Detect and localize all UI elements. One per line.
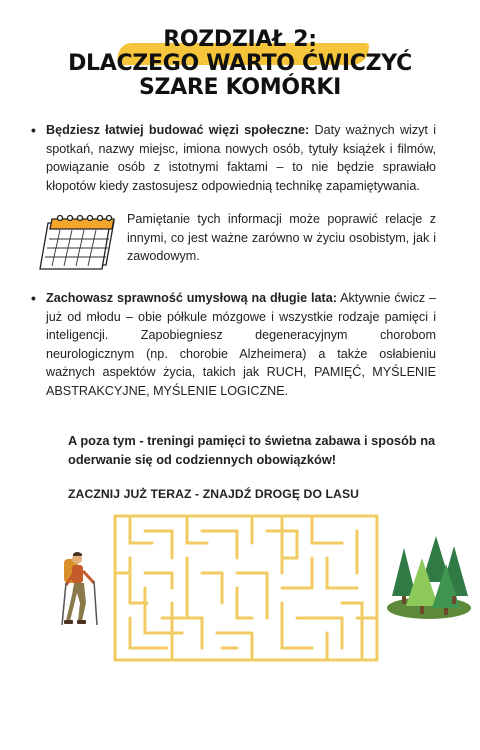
title-line-3: SZARE KOMÓRKI [138,75,342,100]
bullet: • [31,290,36,306]
section-mental-fitness [31,289,436,401]
section-heading: Będziesz łatwiej budować więzi społeczne: [46,123,310,137]
highlight-text: A poza tym - treningi pamięci to świetna zabawa i sposób na oderwanie się od codziennych obowiązków! [68,433,436,467]
hiker-icon [44,545,104,630]
chapter-title [0,28,480,100]
forest-icon [384,530,474,620]
section-body: Daty ważnych wizyt i spotkań, nazwy miejsc, imiona nowych osób, tytuły książek i filmów, powiązanie osób z istotnymi faktami – to nie będzie sprawiało kłopotów kiedy zastosujesz odpowiednią technikę zapamiętywania. [46,123,436,193]
cta-heading: ZACZNIJ JUŻ TERAZ - ZNAJDŹ DROGĘ DO LASU [68,487,360,501]
maze [112,513,380,663]
calendar-icon [38,213,118,275]
bullet: • [31,122,36,138]
title-line-1: ROZDZIAŁ 2: [163,27,317,52]
calendar-note: Pamiętanie tych informacji może poprawić relacje z innymi, co jest ważne zarówno w życiu osobistym, jak i zawodowym. [127,212,436,264]
title-line-2: DLACZEGO WARTO ĆWICZYĆ [68,51,412,76]
section-body: Aktywnie ćwicz – już od młodu – obie półkule mózgowe i wszystkie rodzaje pamięci i inteligencji. Zapobiegniesz degeneracyjnym chorobom neurologicznym (np. chorobie Alzheimera) a także osłabieniu ważnych aspektów życia, takich jak RUCH, PAMIĘĆ, MYŚLENIE ABSTRAKCYJNE, MYŚLENIE LOGICZNE. [46,291,436,398]
section-heading: Zachowasz sprawność umysłową na długie lata: [46,291,337,305]
section-social-bonds [31,121,436,195]
